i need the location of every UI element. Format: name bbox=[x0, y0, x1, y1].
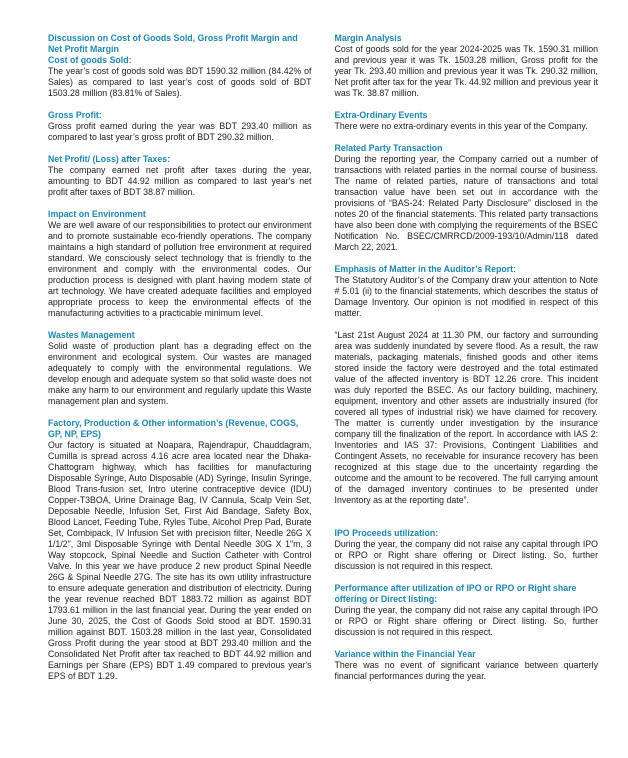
right-column bbox=[335, 33, 599, 682]
paragraph-spacer bbox=[48, 407, 312, 418]
paragraph-spacer bbox=[48, 319, 312, 330]
left-column bbox=[48, 33, 312, 682]
body-paragraph: The company earned net profit after taxes during the year, amounting to BDT 44.92 million as compared to last year's net profit after taxes of BDT 38.87 million. bbox=[48, 165, 312, 197]
body-paragraph: During the year, the company did not raise any capital through IPO or RPO or Right share offering or Direct listing. So, further discussion is not required in this respect. bbox=[334, 605, 598, 637]
body-paragraph: Our factory is situated at Noapara, Rajendrapur, Chauddagram, Cumilla is spread across 4.16 acre area located near the Dhaka-Chattogram highway, which has facilities for manufacturing Disposable Syringe, Auto Disposable (AD) Syringe, Insulin Syringe, Blood Trans-fusion set, Intro uterine contraceptive device (IDU) Copper-T3BOA, Urine Drainage Bag, IV Cannula, Scalp Vein Set, Deposable Needle, Infusion Set, First Aid Bandage, Safety Box, Blood Lancet, Feeding Tube, Ryles Tube, Alcohol Prep Pad, Burate Set, Combipack, IV Infusion Set with precision filter, Needle 26G X 1/1/2", 3ml Disposable Syringe with Dental Needle 30G X 1"m, 3 Way stopcock, Spinal Needle and Suction Catheter with Control Valve. In this year we have produce 2 new product Spinal Needle 26G & Spinal Needle 27G. The site has its own utility infrastructure to ensure adequate generation and distribution of electricity. During the year revenue reached BDT 1883.72 million as against BDT 1793.61 million in the last financial year. During the year ended on June 30, 2025, the Cost of Goods Sold stood at BDT. 1590.31 million against BDT. 1503.28 million in the last year, Consolidated Gross Profit during the year stood at BDT 293.40 million and the Consolidated Net Profit after tax reached to BDT 44.92 million and Earnings per Share (EPS) BDT 1.49 compared to previous year's EPS of BDT 1.29. bbox=[48, 440, 312, 681]
body-paragraph: During the year, the company did not raise any capital through IPO or RPO or Right share offering or Direct listing. So, further discussion is not required in this respect. bbox=[334, 539, 598, 571]
body-paragraph: During the reporting year, the Company carried out a number of transactions with related parties in the normal course of business. The name of related parties, nature of transactions and total transaction value have been set out in accordance with the provisions of “BAS-24: Related Party Disclosure” disclosed in the notes 20 of the financial statements. This related party transactions have also been done with complying the requirements of the BSEC Notification No. BSEC/CMRRCD/2009-193/10/Admin/118 dated March 22, 2021. bbox=[334, 154, 598, 252]
section-heading: Wastes Management bbox=[48, 330, 135, 340]
body-paragraph: We are well aware of our responsibilities to protect our environment and to promote sustainable eco-friendly operations. The company maintains a high standard of pollution free environment at required standard. We consciously select technology that is friendly to the environment and comply with the environmental codes. Our production process is designed with plant having modern state of art technology. We have created adequate facilities and employed appropriate process to keep the environmental effects of the manufacturing activities to a practicable minimum level. bbox=[48, 220, 312, 318]
paragraph-spacer bbox=[335, 517, 599, 528]
body-paragraph: The Statutory Auditor’s of the Company draw your attention to Note # 5.01 (ii) to the financial statements, which describes the status of Damage Inventory. Our opinion is not modified in respect of this matter. bbox=[334, 275, 598, 318]
section-heading: Performance after utilization of IPO or RPO or Right share offering or Direct listing: bbox=[334, 583, 577, 604]
paragraph-spacer bbox=[48, 99, 312, 110]
paragraph-spacer bbox=[335, 506, 599, 517]
section-heading: Extra-Ordinary Events bbox=[334, 110, 428, 120]
paragraph-spacer bbox=[335, 99, 599, 110]
section-heading: Cost of goods Sold: bbox=[48, 55, 132, 65]
section-heading: Gross Profit: bbox=[48, 110, 102, 120]
section-heading: Impact on Environment bbox=[48, 209, 146, 219]
body-paragraph: Gross profit earned during the year was BDT 293.40 million as compared to last year’s gross profit of BDT 290.32 million. bbox=[48, 121, 312, 142]
section-heading: IPO Proceeds utilization: bbox=[334, 528, 439, 538]
section-heading: Emphasis of Matter in the Auditor’s Report: bbox=[334, 264, 516, 274]
body-paragraph: Cost of goods sold for the year 2024-2025 was Tk. 1590.31 million and previous year it was Tk. 1503.28 million, Gross profit for the year Tk. 293.40 million and previous year it was Tk. 290.32 million, Net profit after tax for the year Tk. 44.92 million and previous year it was Tk. 38.87 million. bbox=[334, 44, 598, 98]
section-heading: Margin Analysis bbox=[334, 33, 402, 43]
section-heading: Net Profit/ (Loss) after Taxes: bbox=[48, 154, 171, 164]
paragraph-spacer bbox=[48, 198, 312, 209]
paragraph-spacer bbox=[335, 253, 599, 264]
two-column-layout bbox=[48, 33, 598, 682]
body-paragraph: “Last 21st August 2024 at 11.30 PM, our factory and surrounding area was suddenly inundated by severe flood. As a result, the raw materials, packaging materials, finished goods and other items stored inside the factory were destroyed and the total estimated value of the affected inventory is BDT 12.26 crore. This incident was duly reported the BSEC. As our factory building, machinery, equipment, inventory and other assets are industrially insured (for covered all types of industrial risk) we have claimed for recovery. The matter is currently under investigation by the insurance company till the finalization of the report. In accordance with IAS 2: Inventories and IAS 37: Provisions, Contingent Liabilities and Contingent Assets, no receivable for insurance recovery has been recognized at this stage due to the uncertainty regarding the outcome and the amount to be recovered. The full carrying amount of the damaged inventory continues to be presented under Inventory as at the reporting date”. bbox=[334, 330, 598, 505]
paragraph-spacer bbox=[335, 319, 599, 330]
paragraph-spacer bbox=[335, 638, 599, 649]
body-paragraph: There were no extra-ordinary events in this year of the Company. bbox=[334, 121, 588, 131]
section-heading: Variance within the Financial Year bbox=[334, 649, 476, 659]
body-paragraph: There was no event of significant variance between quarterly financial performances during the year. bbox=[334, 660, 598, 681]
paragraph-spacer bbox=[335, 132, 599, 143]
paragraph-spacer bbox=[48, 143, 312, 154]
section-heading: Related Party Transaction bbox=[334, 143, 443, 153]
paragraph-spacer bbox=[335, 572, 599, 583]
body-paragraph: The year’s cost of goods sold was BDT 1590.32 million (84.42% of Sales) as compared to last year’s cost of goods sold of BDT 1503.28 million (83.81% of Sales). bbox=[48, 66, 312, 98]
section-heading: Factory, Production & Other information’s (Revenue, COGS, GP, NP, EPS) bbox=[48, 418, 299, 439]
body-paragraph: Solid waste of production plant has a degrading effect on the environment and ecological system. Our wastes are managed adequately to comply with the environmental regulations. We develop enough and adequate system so that solid waste does not make any harm to our environment and regularly update this Waste management plan and system. bbox=[48, 341, 312, 406]
section-heading: Discussion on Cost of Goods Sold, Gross Profit Margin and Net Profit Margin bbox=[48, 33, 298, 54]
